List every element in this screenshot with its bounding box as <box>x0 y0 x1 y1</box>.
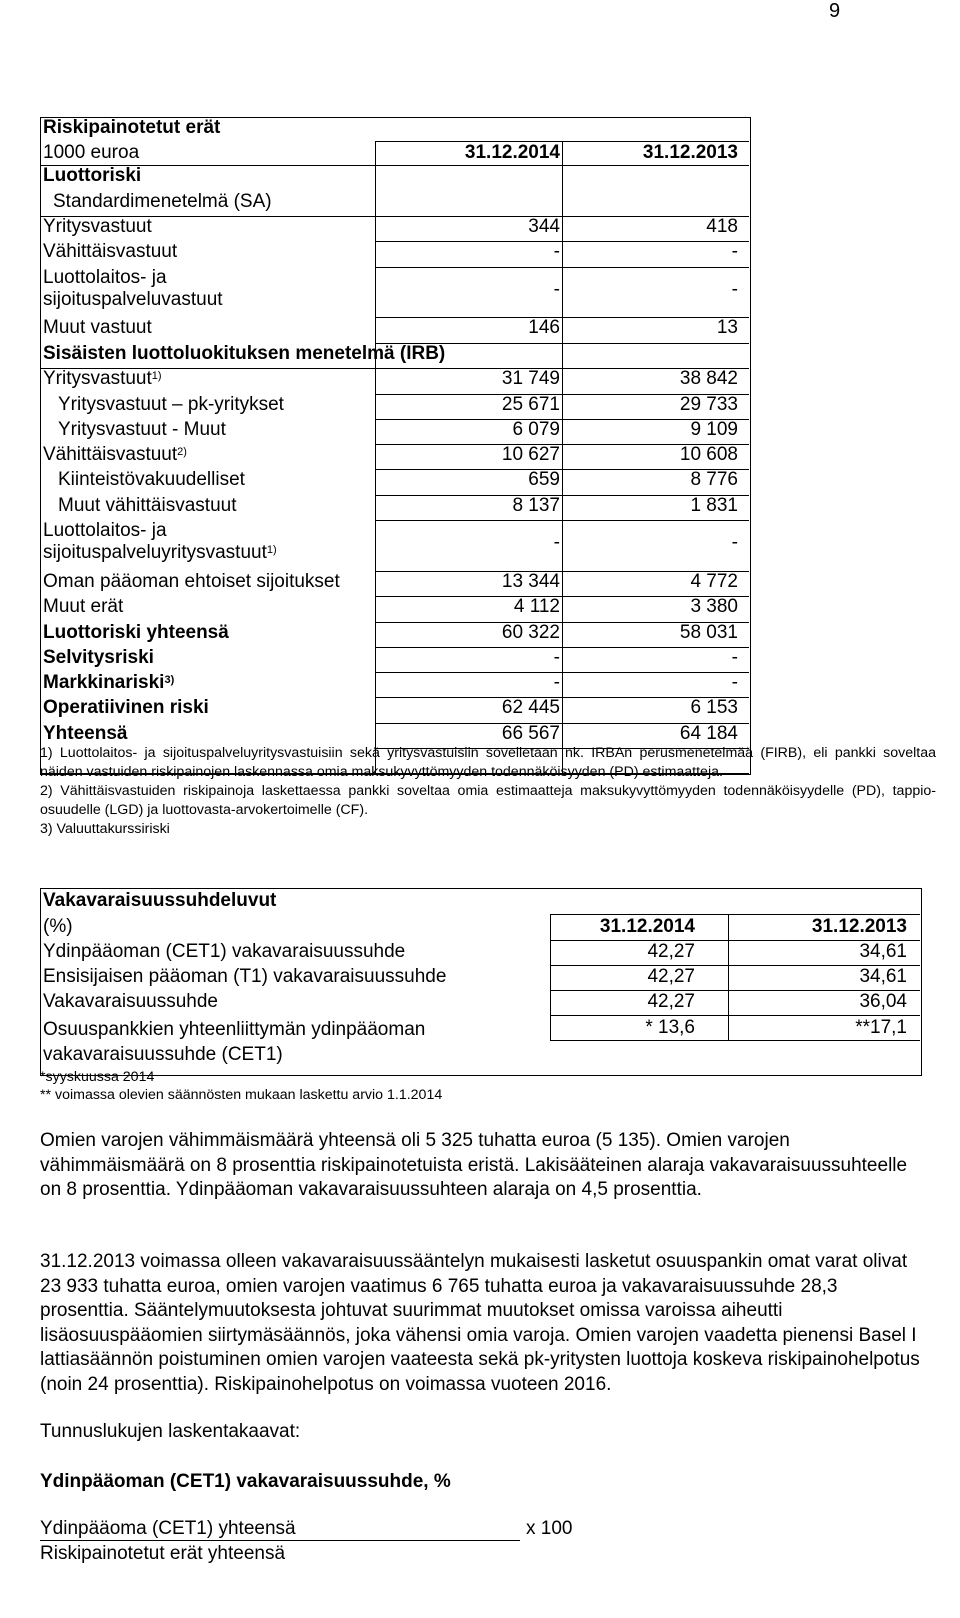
capital-ratios-table <box>40 888 921 1075</box>
footnote-3: 3) Valuuttakurssiriski <box>40 821 170 837</box>
value-2014: - <box>553 647 560 668</box>
ratio-note-2: ** voimassa olevien säännösten mukaan laskettu arvio 1.1.2014 <box>40 1087 443 1103</box>
value-2014: 4 112 <box>513 596 560 617</box>
value-2013: - <box>731 241 738 262</box>
footnotes <box>40 744 936 839</box>
row-label-text: Markkinariski <box>43 672 165 693</box>
row-label-text: Luottolaitos- ja <box>43 520 167 541</box>
column-header-2014: 31.12.2014 <box>599 916 695 937</box>
row-label-text-line2: sijoituspalveluyritysvastuut <box>43 542 267 563</box>
value-2013: 64 184 <box>679 723 738 744</box>
row-label-text: Kiinteistövakuudelliset <box>58 469 245 490</box>
ratio-value-2013: 34,61 <box>859 966 907 987</box>
value-2014: 146 <box>528 317 560 338</box>
grid-line <box>40 368 749 369</box>
row-label-text: Operatiivinen riski <box>43 697 209 718</box>
value-2013: 4 772 <box>690 571 738 592</box>
value-2013: 13 <box>716 317 738 338</box>
row-label <box>43 267 223 311</box>
column-header-2013: 31.12.2013 <box>811 916 907 937</box>
row-label-text: Oman pääoman ehtoiset sijoitukset <box>43 571 340 592</box>
row-label <box>43 216 152 238</box>
row-label <box>58 394 284 416</box>
formula-multiplier: x 100 <box>526 1518 573 1539</box>
grid-line <box>550 940 920 941</box>
value-2013: 9 109 <box>690 419 738 440</box>
row-label <box>58 419 226 441</box>
row-label-text: Yritysvastuut <box>43 216 152 237</box>
ratio-value-2013: **17,1 <box>855 1017 907 1038</box>
row-label <box>43 697 209 719</box>
formula-numerator: Ydinpääoma (CET1) yhteensä <box>40 1518 520 1541</box>
row-label <box>58 495 236 517</box>
paragraph-2013-comparison: 31.12.2013 voimassa olleen vakavaraisuussääntelyn mukaisesti lasketut osuuspankin omat varat olivat 23 933 tuhatta euroa, omien varojen vaatimus 6 765 tuhatta euroa ja vakavaraisuussuhde 28,3 prosenttia. Sääntelymuutoksesta johtuvat suurimmat muutokset omissa varoissa aiheutti lisäosuuspääomien siirtymäsäännös, joka vähensi omia varoja. Omien varojen vaadetta pienensi Basel I lattiasäännön poistuminen omien varojen vaateesta sekä pk-yritysten luottoja koskeva riskipainohelpotus (noin 24 prosenttia). Riskipainohelpotus on voimassa vuoteen 2016. <box>40 1251 920 1395</box>
grid-line <box>40 165 749 166</box>
ratio-row-label <box>43 941 405 963</box>
row-label <box>43 165 141 187</box>
value-2013: 6 153 <box>690 697 738 718</box>
value-2013: - <box>731 532 738 553</box>
footnote-marker: 2) <box>177 446 187 458</box>
formula <box>40 1518 640 1568</box>
footnote-marker: 3) <box>164 674 175 686</box>
row-label <box>58 469 245 491</box>
row-label <box>43 444 187 466</box>
value-2013: - <box>731 279 738 300</box>
grid-line <box>40 216 749 217</box>
ratio-note-1: *syyskuussa 2014 <box>40 1069 155 1085</box>
value-2013: 8 776 <box>690 469 738 490</box>
ratio-row-label-text-line2: vakavaraisuussuhde (CET1) <box>43 1044 283 1065</box>
value-2013: 38 842 <box>679 368 738 389</box>
row-label <box>43 571 340 593</box>
unit-label: 1000 euroa <box>43 142 140 163</box>
value-2014: - <box>553 532 560 553</box>
column-header-2014: 31.12.2014 <box>464 142 560 163</box>
row-label <box>53 191 272 213</box>
ratio-value-2014: 42,27 <box>647 941 695 962</box>
row-label <box>43 317 152 339</box>
ratio-row-label-text: Ydinpääoman (CET1) vakavaraisuussuhde <box>43 941 406 962</box>
row-label-text: Luottoriski <box>43 165 142 186</box>
row-label <box>43 622 229 644</box>
footnote-marker: 1) <box>151 370 162 382</box>
ratio-value-2014: 42,27 <box>647 966 695 987</box>
row-label <box>43 723 127 745</box>
ratio-value-2014: 42,27 <box>647 991 695 1012</box>
row-label-text: Muut erät <box>43 596 124 617</box>
value-2014: 66 567 <box>501 723 560 744</box>
value-2013: - <box>731 672 738 693</box>
row-label-text: Yritysvastuut - Muut <box>58 419 226 440</box>
value-2014: 344 <box>528 216 560 237</box>
ratio-row-label <box>43 1017 425 1067</box>
row-label-text: Muut vastuut <box>43 317 152 338</box>
row-label-text: Yritysvastuut – pk-yritykset <box>58 394 284 415</box>
grid-line <box>550 1015 920 1016</box>
ratio-value-2013: 34,61 <box>859 941 907 962</box>
paragraph-formulas-heading: Tunnuslukujen laskentakaavat: <box>40 1421 301 1442</box>
paragraph-minimum-capital: Omien varojen vähimmäismäärä yhteensä oli 5 325 tuhatta euroa (5 135). Omien varojen vähimmäismäärä on 8 prosenttia riskipainotetuista eristä. Lakisääteinen alaraja vakavaraisuussuhteelle on 8 prosenttia. Ydinpääoman vakavaraisuussuhteen alaraja on 4,5 prosenttia. <box>40 1130 908 1200</box>
column-header-2013: 31.12.2013 <box>642 142 738 163</box>
value-2014: 31 749 <box>501 368 560 389</box>
ratio-value-2014: * 13,6 <box>645 1017 695 1038</box>
value-2014: 659 <box>528 469 560 490</box>
ratio-row-label-text: Osuuspankkien yhteenliittymän ydinpääoman <box>43 1019 426 1040</box>
row-label-text: Selvitysriski <box>43 647 154 668</box>
value-2013: 3 380 <box>690 596 738 617</box>
row-label-text: Muut vähittäisvastuut <box>58 495 237 516</box>
value-2014: - <box>553 672 560 693</box>
ratio-row-label-text: Ensisijaisen pääoman (T1) vakavaraisuussuhde <box>43 966 447 987</box>
ratio-row-label <box>43 991 218 1013</box>
formula-title: Ydinpääoman (CET1) vakavaraisuussuhde, % <box>40 1471 451 1492</box>
value-2013: 10 608 <box>679 444 738 465</box>
footnote-marker: 1) <box>266 544 277 556</box>
grid-line <box>550 914 920 915</box>
grid-line <box>375 141 376 773</box>
row-label-text: Sisäisten luottoluokituksen menetelmä (IRB) <box>43 343 446 364</box>
ratio-row-label <box>43 966 446 988</box>
row-label <box>43 672 174 694</box>
row-label-text: Luottoriski yhteensä <box>43 622 229 643</box>
page-number: 9 <box>829 0 841 22</box>
grid-line <box>562 141 563 773</box>
value-2013: 418 <box>706 216 738 237</box>
row-label-text: Yhteensä <box>43 723 128 744</box>
row-label <box>43 343 445 365</box>
value-2013: 1 831 <box>690 495 738 516</box>
table-title: Riskipainotetut erät <box>43 117 221 138</box>
table-title: Vakavaraisuussuhdeluvut <box>43 890 277 911</box>
grid-line <box>728 914 729 1040</box>
row-label-text: Vähittäisvastuut <box>43 241 178 262</box>
ratio-row-label-text: Vakavaraisuussuhde <box>43 991 218 1012</box>
row-label <box>43 241 177 263</box>
row-label <box>43 647 154 669</box>
value-2014: - <box>553 241 560 262</box>
unit-label: (%) <box>43 916 73 937</box>
value-2014: 25 671 <box>501 394 560 415</box>
row-label <box>43 520 277 564</box>
row-label <box>43 368 162 390</box>
grid-line <box>550 990 920 991</box>
grid-line <box>550 914 551 1040</box>
value-2013: - <box>731 647 738 668</box>
formula-denominator: Riskipainotetut erät yhteensä <box>40 1543 286 1564</box>
value-2014: 8 137 <box>512 495 560 516</box>
grid-line <box>550 1040 920 1041</box>
value-2014: 6 079 <box>512 419 560 440</box>
value-2014: - <box>553 279 560 300</box>
row-label-text: Vähittäisvastuut <box>43 444 178 465</box>
row-label-text: Standardimenetelmä (SA) <box>53 191 272 212</box>
value-2014: 13 344 <box>501 571 560 592</box>
footnote-2: 2) Vähittäisvastuiden riskipainoja laskettaessa pankki soveltaa omia estimaatteja maksukyvyttömyyden todennäköisyydelle (PD), tappio-osuudelle (LGD) ja luottovasta-arvokertoimelle (CF). <box>40 783 936 818</box>
value-2013: 58 031 <box>679 622 738 643</box>
value-2014: 10 627 <box>501 444 560 465</box>
grid-line <box>550 965 920 966</box>
footnote-1: 1) Luottolaitos- ja sijoituspalveluyritysvastuisiin sekä yritysvastuisiin sovelletaan nk. IRBAn perusmenetelmää (FIRB), eli pankki soveltaa näiden vastuiden riskipainojen laskennassa omia maksukyvyttömyyden todennäköisyyden (PD) estimaatteja. <box>40 745 936 780</box>
value-2014: 60 322 <box>501 622 560 643</box>
row-label-text-line2: sijoituspalveluvastuut <box>43 289 223 310</box>
value-2013: 29 733 <box>679 394 738 415</box>
value-2014: 62 445 <box>501 697 560 718</box>
row-label <box>43 596 123 618</box>
row-label-text: Luottolaitos- ja <box>43 267 167 288</box>
ratio-value-2013: 36,04 <box>859 991 907 1012</box>
row-label-text: Yritysvastuut <box>43 368 152 389</box>
